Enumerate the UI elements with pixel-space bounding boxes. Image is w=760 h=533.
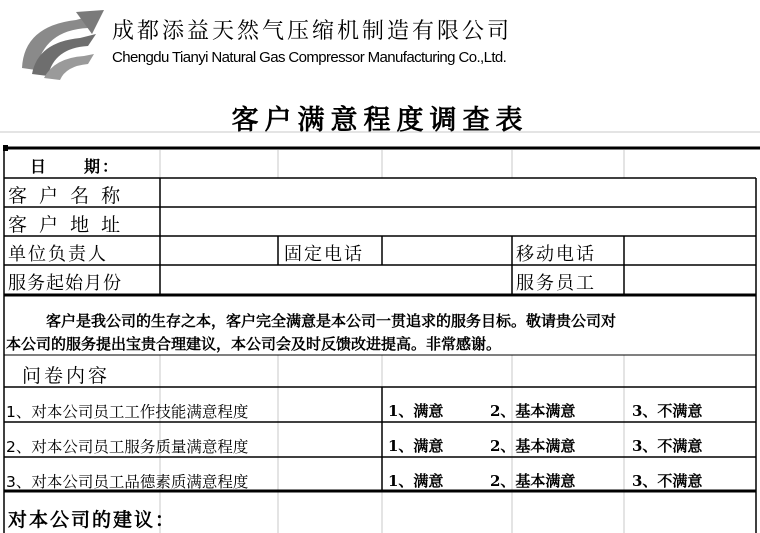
q2-option-satisfied[interactable]: 1、满意 (388, 437, 444, 455)
customer-address-label: 客 户 地 址 (8, 214, 124, 236)
q3-option-unsatisfied[interactable]: 3、不满意 (632, 472, 703, 490)
company-name-cn: 成都添益天然气压缩机制造有限公司 (112, 19, 513, 44)
q3-option-satisfied[interactable]: 1、满意 (388, 472, 444, 490)
fixed-phone-label: 固定电话 (284, 244, 364, 265)
q2-option-basic[interactable]: 2、基本满意 (490, 437, 576, 455)
q3-option-basic[interactable]: 2、基本满意 (490, 472, 576, 490)
question-1: 1、对本公司员工工作技能满意程度 (6, 403, 249, 421)
unit-head-label: 单位负责人 (8, 244, 108, 265)
questionnaire-label: 问卷内容 (22, 365, 111, 387)
service-start-label: 服务起始月份 (8, 273, 122, 294)
notice-line-1: 客户是我公司的生存之本，客户完全满意是本公司一贯追求的服务目标。敬请贵公司对 (46, 312, 617, 330)
notice-line-2: 本公司的服务提出宝贵合理建议，本公司会及时反馈改进提高。非常感谢。 (6, 335, 502, 353)
customer-name-field[interactable] (162, 180, 754, 206)
customer-address-field[interactable] (162, 209, 754, 235)
customer-name-label: 客 户 名 称 (8, 185, 124, 207)
q1-option-unsatisfied[interactable]: 3、不满意 (632, 402, 703, 420)
unit-head-field[interactable] (162, 238, 276, 264)
question-2: 2、对本公司员工服务质量满意程度 (6, 438, 249, 456)
service-staff-label: 服务员工 (516, 273, 596, 294)
company-name-en: Chengdu Tianyi Natural Gas Compressor Manufacturing Co.,Ltd. (112, 49, 507, 66)
service-start-field[interactable] (162, 267, 510, 293)
fixed-phone-field[interactable] (384, 238, 510, 264)
suggestion-field[interactable] (6, 494, 754, 533)
date-label: 日 期： (30, 157, 121, 176)
q1-option-basic[interactable]: 2、基本满意 (490, 402, 576, 420)
question-3: 3、对本公司员工品德素质满意程度 (6, 473, 249, 491)
mobile-phone-label: 移动电话 (516, 244, 596, 265)
q2-option-unsatisfied[interactable]: 3、不满意 (632, 437, 703, 455)
page-title: 客户满意程度调查表 (231, 105, 529, 136)
mobile-phone-field[interactable] (626, 238, 754, 264)
service-staff-field[interactable] (626, 267, 754, 293)
suggestion-label: 对本公司的建议： (8, 509, 177, 531)
q1-option-satisfied[interactable]: 1、满意 (388, 402, 444, 420)
